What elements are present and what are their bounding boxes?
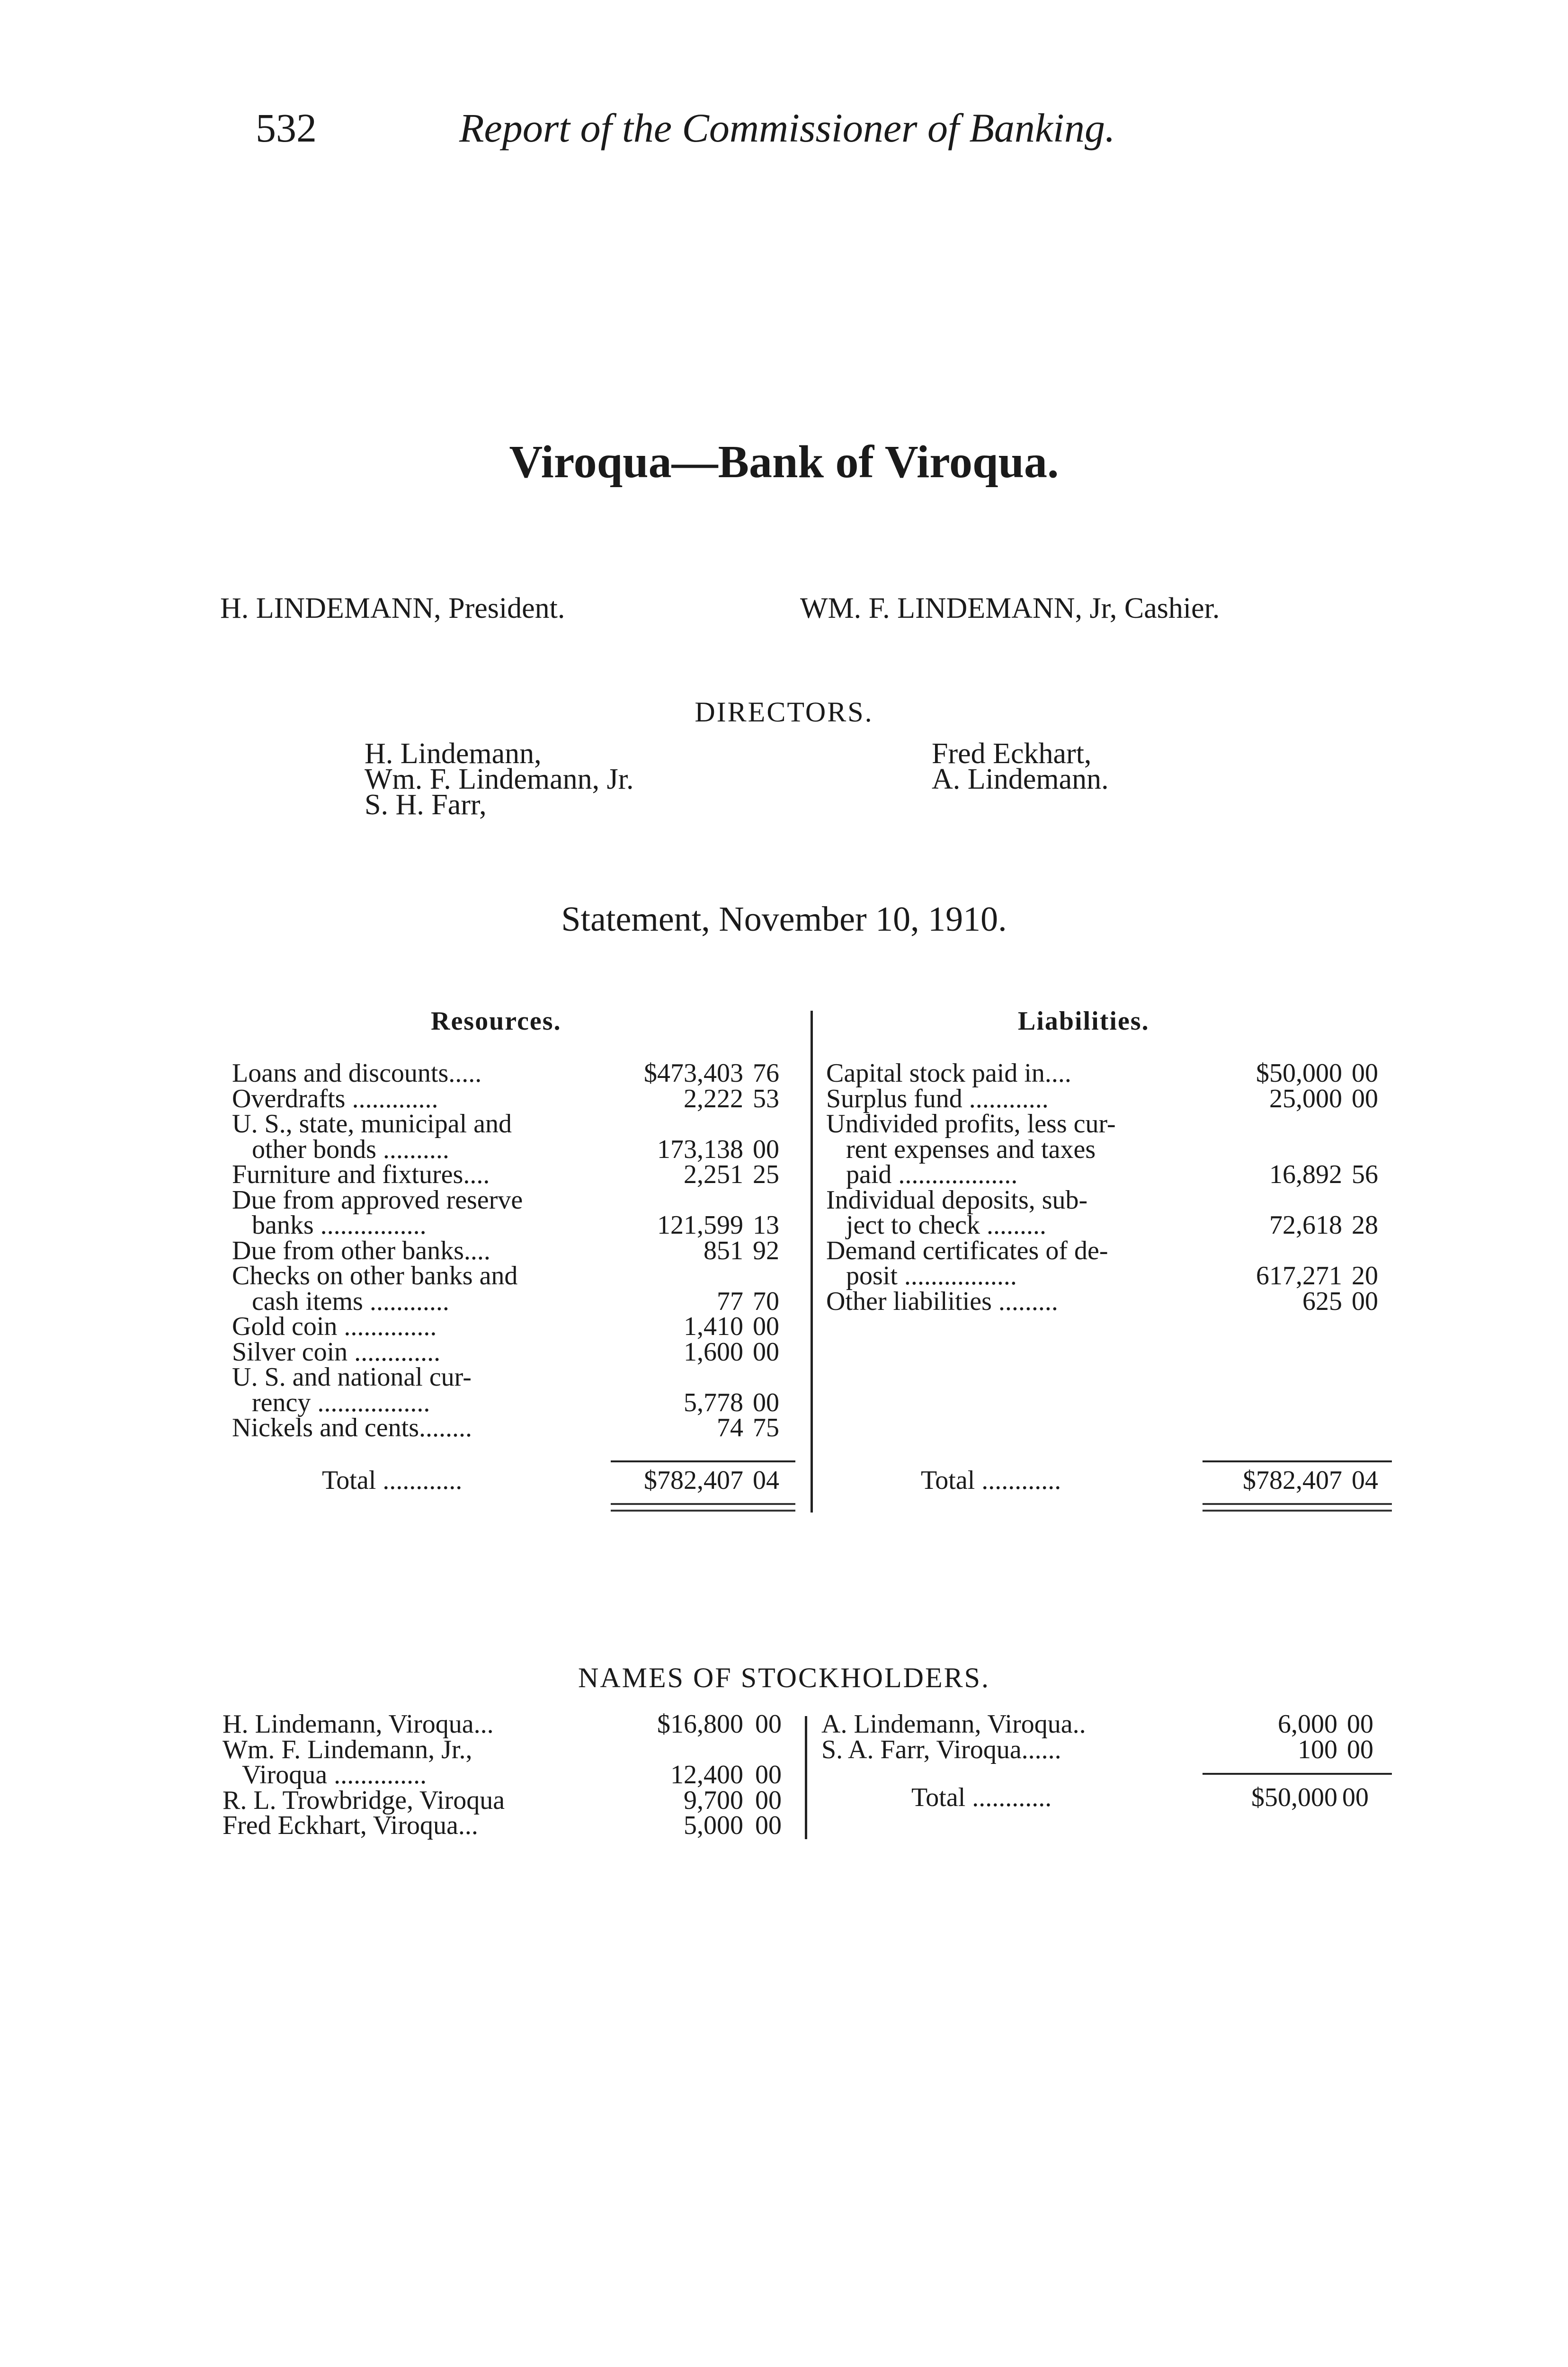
row-dollars: 9,700 xyxy=(684,1785,743,1815)
row-cents: 00 xyxy=(755,1785,782,1815)
total-label: Total ............ xyxy=(921,1466,1061,1495)
row-dollars: 851 xyxy=(704,1236,743,1265)
stockholders-heading: NAMES OF STOCKHOLDERS. xyxy=(578,1662,990,1693)
row-dollars: 625 xyxy=(1302,1286,1342,1316)
row-label: Furniture and fixtures.... xyxy=(232,1160,490,1189)
page-number: 532 xyxy=(256,105,317,151)
bank-title: Viroqua—Bank of Viroqua. xyxy=(509,436,1059,488)
running-title: Report of the Commissioner of Banking. xyxy=(459,105,1115,151)
row-cents: 00 xyxy=(1352,1286,1378,1316)
directors-left xyxy=(365,738,634,821)
row-cents: 00 xyxy=(1347,1735,1373,1764)
liabilities-total-rule xyxy=(1203,1460,1392,1462)
row-cents: 00 xyxy=(753,1388,779,1417)
stockholders-divider xyxy=(805,1716,807,1839)
row-label: Viroqua .............. xyxy=(223,1760,427,1789)
row-dollars: 6,000 xyxy=(1278,1709,1337,1739)
total-dollars: $782,407 xyxy=(1243,1466,1342,1495)
row-label: rency ................. xyxy=(232,1388,430,1417)
row-cents: 70 xyxy=(753,1286,779,1316)
row-label: Undivided profits, less cur- xyxy=(826,1109,1116,1139)
row-label: Due from other banks.... xyxy=(232,1236,490,1265)
row-cents: 00 xyxy=(755,1709,782,1739)
row-label: Nickels and cents........ xyxy=(232,1413,472,1442)
row-cents: 00 xyxy=(755,1811,782,1840)
row-dollars: $50,000 xyxy=(1256,1059,1342,1088)
total-label: Total ............ xyxy=(322,1466,463,1495)
liabilities-heading: Liabilities. xyxy=(1018,1006,1149,1036)
row-dollars: 12,400 xyxy=(670,1760,743,1789)
row-label: posit ................. xyxy=(826,1261,1017,1290)
resources-heading: Resources. xyxy=(431,1006,561,1036)
row-dollars: 1,410 xyxy=(684,1312,743,1341)
row-cents: 56 xyxy=(1352,1160,1378,1189)
row-dollars: 5,778 xyxy=(684,1388,743,1417)
row-cents: 92 xyxy=(753,1236,779,1265)
row-cents: 76 xyxy=(753,1059,779,1088)
row-cents: 00 xyxy=(753,1337,779,1367)
row-label: Gold coin .............. xyxy=(232,1312,437,1341)
row-label: Individual deposits, sub- xyxy=(826,1185,1088,1215)
resources-double-rule xyxy=(611,1503,795,1512)
director-name: A. Lindemann. xyxy=(932,763,1109,795)
row-dollars: 2,251 xyxy=(684,1160,743,1189)
total-label: Total ............ xyxy=(911,1783,1052,1812)
row-cents: 00 xyxy=(1352,1059,1378,1088)
row-cents: 53 xyxy=(753,1084,779,1113)
row-label: ject to check ......... xyxy=(826,1210,1046,1240)
row-label: Fred Eckhart, Viroqua... xyxy=(223,1811,478,1840)
directors-heading: DIRECTORS. xyxy=(695,696,873,728)
row-dollars: 72,618 xyxy=(1269,1210,1342,1240)
director-name: S. H. Farr, xyxy=(365,789,487,821)
director-name: Wm. F. Lindemann, Jr. xyxy=(365,763,634,795)
row-label: Demand certificates of de- xyxy=(826,1236,1108,1265)
row-cents: 13 xyxy=(753,1210,779,1240)
row-dollars: 77 xyxy=(717,1286,743,1316)
total-cents: 04 xyxy=(753,1466,779,1495)
row-cents: 75 xyxy=(753,1413,779,1442)
cashier: WM. F. LINDEMANN, Jr, Cashier. xyxy=(800,592,1220,624)
row-label: U. S., state, municipal and xyxy=(232,1109,512,1139)
row-label: S. A. Farr, Viroqua...... xyxy=(821,1735,1061,1764)
row-cents: 00 xyxy=(1347,1709,1373,1739)
total-cents: 04 xyxy=(1352,1466,1378,1495)
stockholders-total-rule xyxy=(1203,1773,1392,1775)
row-dollars: 173,138 xyxy=(657,1134,743,1164)
row-dollars: $473,403 xyxy=(644,1059,743,1088)
row-cents: 00 xyxy=(1352,1084,1378,1113)
total-cents: 00 xyxy=(1342,1783,1369,1812)
row-label: R. L. Trowbridge, Viroqua xyxy=(223,1785,505,1815)
directors-right xyxy=(932,738,1109,795)
row-cents: 00 xyxy=(753,1312,779,1341)
row-dollars: 121,599 xyxy=(657,1210,743,1240)
row-dollars: 16,892 xyxy=(1269,1160,1342,1189)
row-label: Checks on other banks and xyxy=(232,1261,518,1290)
president: H. LINDEMANN, President. xyxy=(220,592,565,624)
row-label: Capital stock paid in.... xyxy=(826,1059,1071,1088)
row-cents: 28 xyxy=(1352,1210,1378,1240)
row-label: cash items ............ xyxy=(232,1286,449,1316)
row-cents: 00 xyxy=(753,1134,779,1164)
row-label: Due from approved reserve xyxy=(232,1185,523,1215)
resources-total-rule xyxy=(611,1460,795,1462)
liabilities-double-rule xyxy=(1203,1503,1392,1512)
row-label: Other liabilities ......... xyxy=(826,1286,1058,1316)
row-dollars: $16,800 xyxy=(657,1709,743,1739)
row-dollars: 2,222 xyxy=(684,1084,743,1113)
total-dollars: $782,407 xyxy=(644,1466,743,1495)
row-cents: 25 xyxy=(753,1160,779,1189)
row-label: Overdrafts ............. xyxy=(232,1084,438,1113)
row-dollars: 100 xyxy=(1298,1735,1337,1764)
row-label: Loans and discounts..... xyxy=(232,1059,482,1088)
row-label: Surplus fund ............ xyxy=(826,1084,1049,1113)
row-dollars: 25,000 xyxy=(1269,1084,1342,1113)
row-label: H. Lindemann, Viroqua... xyxy=(223,1709,494,1739)
row-cents: 00 xyxy=(755,1760,782,1789)
total-dollars: $50,000 xyxy=(1251,1783,1337,1812)
row-label: A. Lindemann, Viroqua.. xyxy=(821,1709,1086,1739)
row-dollars: 617,271 xyxy=(1256,1261,1342,1290)
row-label: U. S. and national cur- xyxy=(232,1362,472,1392)
row-label: Silver coin ............. xyxy=(232,1337,441,1367)
director-name: H. Lindemann, xyxy=(365,738,542,770)
row-label: paid .................. xyxy=(826,1160,1018,1189)
row-label: banks ................ xyxy=(232,1210,427,1240)
row-dollars: 74 xyxy=(717,1413,743,1442)
row-label: other bonds .......... xyxy=(232,1134,449,1164)
row-label: Wm. F. Lindemann, Jr., xyxy=(223,1735,472,1764)
row-label: rent expenses and taxes xyxy=(826,1134,1096,1164)
row-dollars: 1,600 xyxy=(684,1337,743,1367)
director-name: Fred Eckhart, xyxy=(932,738,1092,770)
row-cents: 20 xyxy=(1352,1261,1378,1290)
column-divider xyxy=(811,1011,813,1513)
statement-date: Statement, November 10, 1910. xyxy=(561,900,1007,939)
row-dollars: 5,000 xyxy=(684,1811,743,1840)
